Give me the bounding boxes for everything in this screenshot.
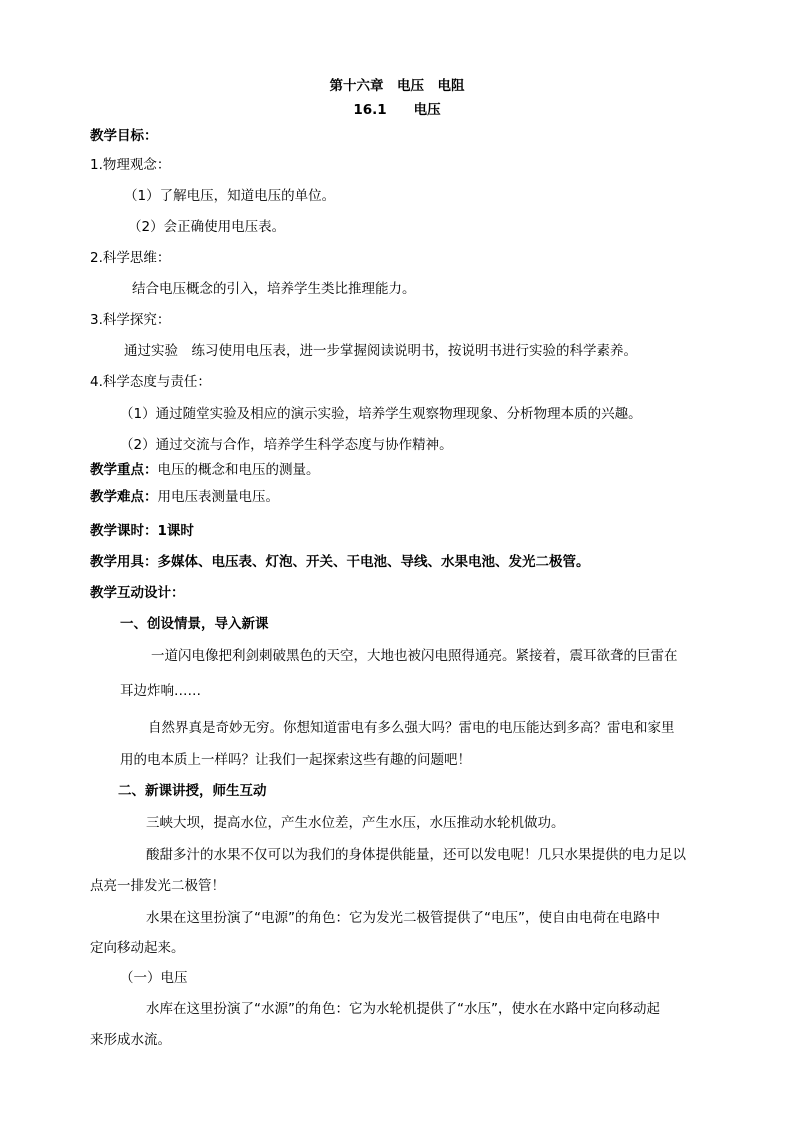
objective-4-line-2: （2）通过交流与合作，培养学生科学态度与协作精神。	[120, 437, 453, 453]
part1-para1-line1: 一道闪电像把利剑刺破黑色的天空，大地也被闪电照得通亮。紧接着，震耳欲聋的巨雷在	[151, 648, 678, 664]
section-title: 16.1 电压	[353, 102, 441, 118]
objective-1-title: 1.物理观念：	[90, 157, 171, 173]
part2-para1-line1: 三峡大坝，提高水位，产生水位差，产生水压，水压推动水轮机做功。	[146, 815, 565, 831]
objective-1-line-1: （1）了解电压，知道电压的单位。	[124, 188, 336, 204]
subsection-voltage-para-line2: 来形成水流。	[90, 1032, 171, 1048]
objective-2-title: 2.科学思维：	[90, 250, 171, 266]
subsection-voltage-para-line1: 水库在这里扮演了“水源”的角色：它为水轮机提供了“水压”，使水在水路中定向移动起	[146, 1001, 660, 1017]
subsection-voltage-title: （一）电压	[120, 970, 188, 986]
objectives-heading: 教学目标：	[90, 128, 158, 144]
part1-para1-line2: 耳边炸响……	[120, 683, 201, 699]
key-point-label: 教学重点：	[90, 462, 158, 478]
difficulty-value: 用电压表测量电压。	[157, 489, 279, 505]
class-hours-value: 1课时	[157, 523, 194, 539]
part2-para3-line2: 定向移动起来。	[90, 940, 185, 956]
difficulty	[90, 487, 279, 507]
part1-para2-line1: 自然界真是奇妙无穷。你想知道雷电有多么强大吗？雷电的电压能达到多高？雷电和家里	[148, 720, 675, 736]
key-point	[90, 460, 320, 480]
key-point-value: 电压的概念和电压的测量。	[157, 462, 320, 478]
part1-para2-line2: 用的电本质上一样吗？让我们一起探索这些有趣的问题吧！	[120, 752, 471, 768]
difficulty-label: 教学难点：	[90, 489, 158, 505]
objective-3-line-1: 通过实验 练习使用电压表，进一步掌握阅读说明书，按说明书进行实验的科学素养。	[124, 343, 637, 359]
chapter-title: 第十六章 电压 电阻	[329, 78, 465, 94]
part2-para3-line1: 水果在这里扮演了“电源”的角色：它为发光二极管提供了“电压”，使自由电荷在电路中	[146, 910, 660, 926]
design-heading: 教学互动设计：	[90, 585, 185, 601]
part2-para2-line1: 酸甜多汁的水果不仅可以为我们的身体提供能量，还可以发电呢！几只水果提供的电力足以	[146, 847, 686, 863]
part2-title: 二、新课讲授，师生互动	[118, 783, 267, 799]
teaching-tools-value: 多媒体、电压表、灯泡、开关、干电池、导线、水果电池、发光二极管。	[157, 554, 590, 570]
class-hours	[90, 521, 194, 541]
teaching-tools-label: 教学用具：	[90, 554, 158, 570]
objective-4-title: 4.科学态度与责任：	[90, 374, 211, 390]
objective-4-line-1: （1）通过随堂实验及相应的演示实验，培养学生观察物理现象、分析物理本质的兴趣。	[120, 406, 642, 422]
objective-1-line-2: （2）会正确使用电压表。	[128, 219, 286, 235]
objective-2-line-1: 结合电压概念的引入，培养学生类比推理能力。	[132, 281, 416, 297]
part1-title: 一、创设情景，导入新课	[120, 616, 269, 632]
objective-3-title: 3.科学探究：	[90, 312, 171, 328]
teaching-tools	[90, 552, 590, 572]
class-hours-label: 教学课时：	[90, 523, 158, 539]
part2-para2-line2: 点亮一排发光二极管！	[90, 878, 225, 894]
